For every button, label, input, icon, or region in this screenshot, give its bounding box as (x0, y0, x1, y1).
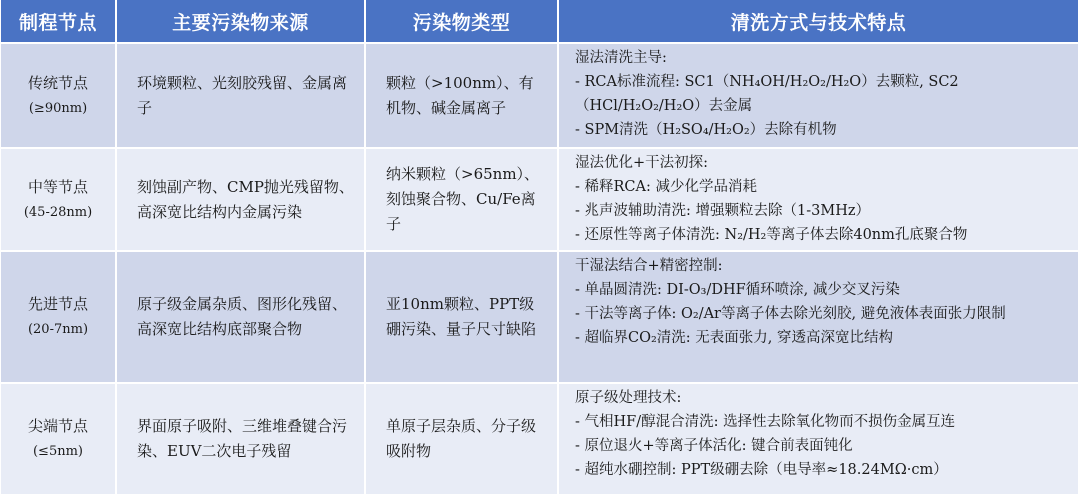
header-node: 制程节点 (1, 0, 117, 44)
method-line: - 还原性等离子体清洗: N₂/H₂等离子体去除40nm孔底聚合物 (575, 227, 968, 243)
row-2-source (117, 252, 366, 384)
method-line: 湿法清洗主导: (575, 50, 667, 66)
row-0-source (117, 44, 366, 149)
row-1-type (366, 149, 559, 252)
row-1-node (1, 149, 117, 252)
method-line: - SPM清洗（H₂SO₄/H₂O₂）去除有机物 (575, 122, 837, 138)
node-name: 中等节点 (27, 177, 88, 196)
row-0-methods (559, 44, 1080, 149)
source-text: 环境颗粒、光刻胶残留、金属离子 (137, 73, 348, 117)
source-text: 刻蚀副产物、CMP抛光残留物、高深宽比结构内金属污染 (137, 177, 354, 221)
method-line: - 气相HF/醇混合清洗: 选择性去除氧化物而不损伤金属互连 (575, 414, 956, 430)
type-text: 颗粒（>100nm）、有机物、碱金属离子 (386, 73, 534, 117)
row-2-node (1, 252, 117, 384)
row-2-type (366, 252, 559, 384)
row-1-source (117, 149, 366, 252)
node-name: 传统节点 (27, 73, 88, 92)
method-line: - 单晶圆清洗: DI-O₃/DHF循环喷涂, 减少交叉污染 (575, 282, 900, 298)
method-line: - 超临界CO₂清洗: 无表面张力, 穿透高深宽比结构 (575, 330, 894, 346)
source-text: 界面原子吸附、三维堆叠键合污染、EUV二次电子残留 (137, 417, 348, 460)
type-text: 纳米颗粒（>65nm）、刻蚀聚合物、Cu/Fe离子 (386, 165, 540, 233)
method-line: 干湿法结合+精密控制: (575, 258, 723, 274)
row-3-type (366, 384, 559, 496)
row-2-methods (559, 252, 1080, 384)
method-line: - 干法等离子体: O₂/Ar等离子体去除光刻胶, 避免液体表面张力限制 (575, 306, 1006, 322)
node-name: 先进节点 (27, 295, 88, 313)
row-3-source (117, 384, 366, 496)
header-type: 污染物类型 (366, 0, 559, 44)
header-methods: 清洗方式与技术特点 (559, 0, 1080, 44)
method-line: - 超纯水硼控制: PPT级硼去除（电导率≈18.24MΩ·cm） (575, 462, 948, 478)
method-line: - 稀释RCA: 减少化学品消耗 (575, 179, 757, 195)
row-1-methods (559, 149, 1080, 252)
row-0-type (366, 44, 559, 149)
node-range: (45-28nm) (23, 204, 93, 220)
row-0-node (1, 44, 117, 149)
row-3-node (1, 384, 117, 496)
source-text: 原子级金属杂质、图形化残留、高深宽比结构底部聚合物 (137, 295, 348, 338)
row-3-methods (559, 384, 1080, 496)
header-source: 主要污染物来源 (117, 0, 366, 44)
node-range: (≥90nm) (28, 100, 88, 116)
method-line: 原子级处理技术: (575, 390, 682, 406)
type-text: 单原子层杂质、分子级吸附物 (386, 417, 537, 460)
method-line: - 原位退火+等离子体活化: 键合前表面钝化 (575, 438, 853, 454)
method-line: - 兆声波辅助清洗: 增强颗粒去除（1-3MHz） (575, 203, 870, 219)
node-name: 尖端节点 (27, 417, 88, 435)
node-range: (20-7nm) (27, 322, 89, 337)
node-range: (≤5nm) (32, 444, 83, 459)
method-line: - RCA标准流程: SC1（NH₄OH/H₂O₂/H₂O）去颗粒, SC2（HCl/H₂O₂/H₂O）去金属 (575, 74, 959, 114)
type-text: 亚10nm颗粒、PPT级硼污染、量子尺寸缺陷 (386, 295, 537, 338)
method-line: 湿法优化+干法初探: (575, 155, 709, 171)
